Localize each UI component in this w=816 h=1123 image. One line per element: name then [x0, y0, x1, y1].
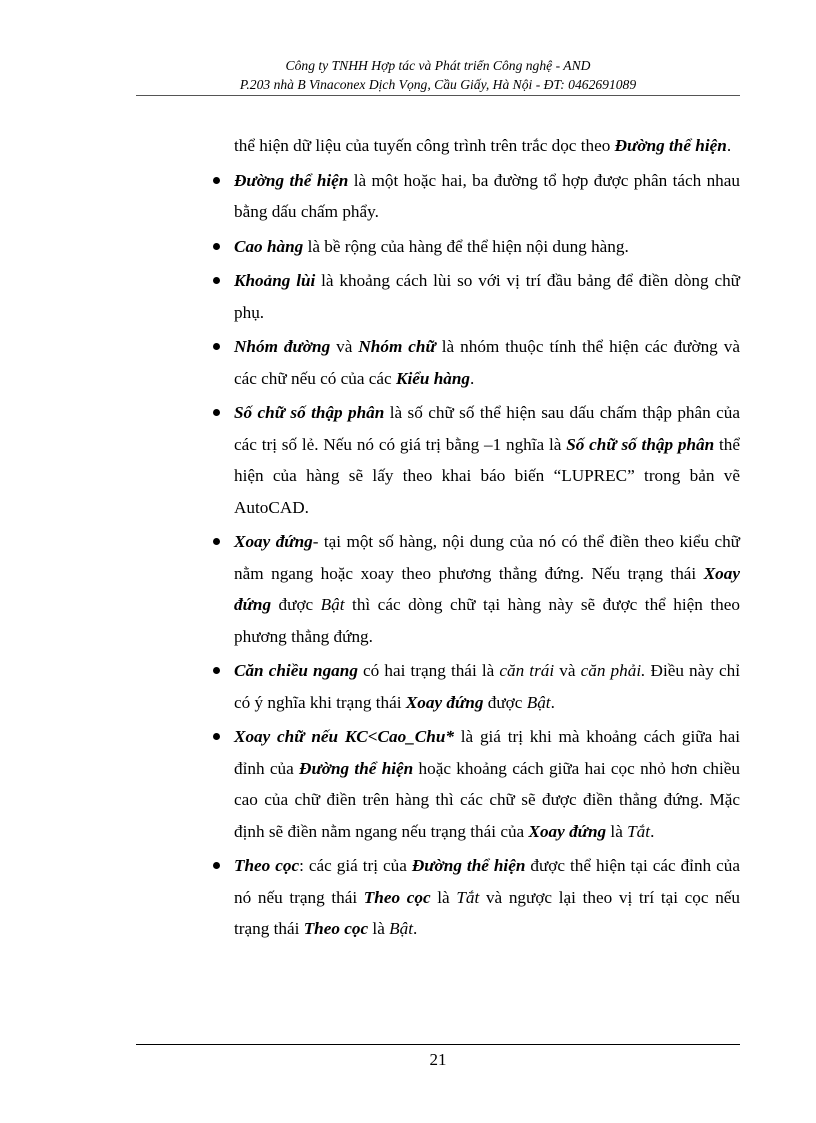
text-run: là số chữ số thể hiện sau dấu chấm thập phân của các trị số lẻ. Nếu nó có giá trị bằng –1 nghĩa là: [234, 403, 740, 454]
bullet-item: [234, 397, 740, 523]
term: Xoay chữ nếu KC<Cao_Chu*: [234, 727, 454, 746]
bullet-dot-icon: [213, 177, 220, 184]
bullet-text: [234, 655, 740, 718]
term: Kiểu hàng: [395, 368, 471, 388]
term: Xoay đứng: [234, 532, 313, 551]
text-run: và ngược lại theo vị trí tại cọc nếu trạng thái: [234, 887, 741, 938]
bullet-item: [234, 231, 740, 263]
text-run: .: [650, 821, 655, 841]
emphasis: căn trái: [499, 661, 555, 680]
text-run: được thể hiện tại các đỉnh của nó nếu trạng thái: [234, 856, 740, 907]
text-run: là: [606, 821, 628, 841]
term: Theo cọc: [303, 919, 369, 938]
bullet-item: [234, 165, 740, 228]
bullet-item: [234, 655, 740, 718]
term: Xoay đứng: [528, 821, 607, 841]
text-run: hoặc khoảng cách giữa hai cọc nhỏ hơn chiều cao của chữ điền trên hàng thì các chữ sẽ được điền thẳng đứng. Mặc định sẽ điền nằm ngang nếu trạng thái của: [234, 758, 740, 841]
intro-term: Đường thể hiện: [614, 136, 727, 155]
term: Đường thể hiện: [411, 856, 526, 875]
text-run: được: [483, 692, 527, 712]
term: Xoay đứng: [405, 692, 484, 712]
term: Đường thể hiện: [299, 758, 414, 778]
bullet-text: [234, 331, 740, 394]
text-run: là bề rộng của hàng để thể hiện nội dung hàng.: [303, 236, 629, 256]
text-run: có hai trạng thái là: [357, 661, 500, 680]
text-run: là một hoặc hai, ba đường tổ hợp được phân tách nhau bằng dấu chấm phẩy.: [234, 170, 740, 221]
text-run: là: [430, 887, 457, 907]
text-run: Điều này chỉ có ý nghĩa khi trạng thái: [234, 661, 740, 712]
bullet-text: [234, 526, 740, 652]
bullet-dot-icon: [213, 343, 220, 350]
bullet-dot-icon: [213, 667, 220, 674]
term: Xoay đứng: [234, 563, 740, 614]
bullet-dot-icon: [213, 243, 220, 250]
bullet-item: [234, 331, 740, 394]
text-run: .: [550, 692, 555, 712]
text-run: và: [554, 661, 581, 680]
term: Căn chiều ngang: [234, 661, 358, 680]
text-run: : các giá trị của: [299, 856, 412, 875]
text-run: là giá trị khi mà khoảng cách giữa hai đỉnh của: [234, 727, 740, 778]
intro-text: thể hiện dữ liệu của tuyến công trình trên trắc dọc theo: [234, 136, 615, 155]
bullet-dot-icon: [213, 862, 220, 869]
bullet-list: [234, 165, 740, 945]
term: Theo cọc: [363, 887, 431, 907]
bullet-dot-icon: [213, 733, 220, 740]
emphasis: Bật: [526, 692, 551, 712]
term: Khoảng lùi: [234, 271, 316, 290]
text-run: và: [330, 337, 359, 356]
text-run: được: [271, 595, 321, 614]
text-run: thì các dòng chữ tại hàng này sẽ được thể hiện theo phương thẳng đứng.: [234, 595, 740, 646]
emphasis: Bật: [320, 595, 345, 614]
bullet-text: [234, 165, 740, 228]
company-name: Công ty TNHH Hợp tác và Phát triển Công nghệ - AND: [285, 58, 591, 73]
intro-end: .: [726, 136, 732, 155]
bullet-item: [234, 265, 740, 328]
intro-paragraph: [234, 130, 740, 162]
emphasis: Tắt: [627, 821, 651, 841]
text-run: .: [470, 368, 475, 388]
text-run: là nhóm thuộc tính thể hiện các đường và các chữ nếu có của các: [234, 337, 740, 388]
bullet-text: [234, 721, 740, 847]
bullet-item: [234, 721, 740, 847]
term: Đường thể hiện: [234, 170, 349, 190]
text-run: - tại một số hàng, nội dung của nó có thể điền theo kiểu chữ nằm ngang hoặc xoay theo phương thẳng đứng. Nếu trạng thái: [234, 532, 740, 583]
footer-divider: [136, 1044, 740, 1045]
emphasis: Tắt: [456, 887, 480, 907]
term: Số chữ số thập phân: [566, 434, 715, 454]
text-run: là khoảng cách lùi so với vị trí đầu bảng để điền dòng chữ phụ.: [234, 271, 740, 322]
page-header: [136, 56, 740, 94]
term: Theo cọc: [234, 856, 300, 875]
bullet-text: [234, 265, 740, 328]
bullet-text: [234, 397, 740, 523]
company-address: P.203 nhà B Vinaconex Dịch Vọng, Cầu Giấy, Hà Nội - ĐT: 0462691089: [239, 77, 637, 92]
bullet-dot-icon: [213, 409, 220, 416]
text-run: thể hiện của hàng sẽ lấy theo khai báo biến “LUPREC” trong bản vẽ AutoCAD.: [234, 434, 740, 517]
page-number: 21: [429, 1050, 447, 1069]
term: Nhóm chữ: [358, 337, 436, 356]
bullet-text: [234, 231, 740, 263]
document-body: [234, 130, 740, 945]
emphasis: Bật: [389, 919, 413, 938]
bullet-item: [234, 850, 740, 945]
term: Số chữ số thập phân: [234, 403, 385, 422]
bullet-dot-icon: [213, 277, 220, 284]
header-divider: [136, 95, 740, 96]
text-run: .: [413, 919, 418, 938]
emphasis: căn phải.: [580, 661, 646, 680]
term: Nhóm đường: [234, 337, 331, 356]
bullet-dot-icon: [213, 538, 220, 545]
bullet-item: [234, 526, 740, 652]
term: Cao hàng: [234, 236, 304, 256]
text-run: là: [368, 919, 390, 938]
bullet-text: [234, 850, 740, 945]
